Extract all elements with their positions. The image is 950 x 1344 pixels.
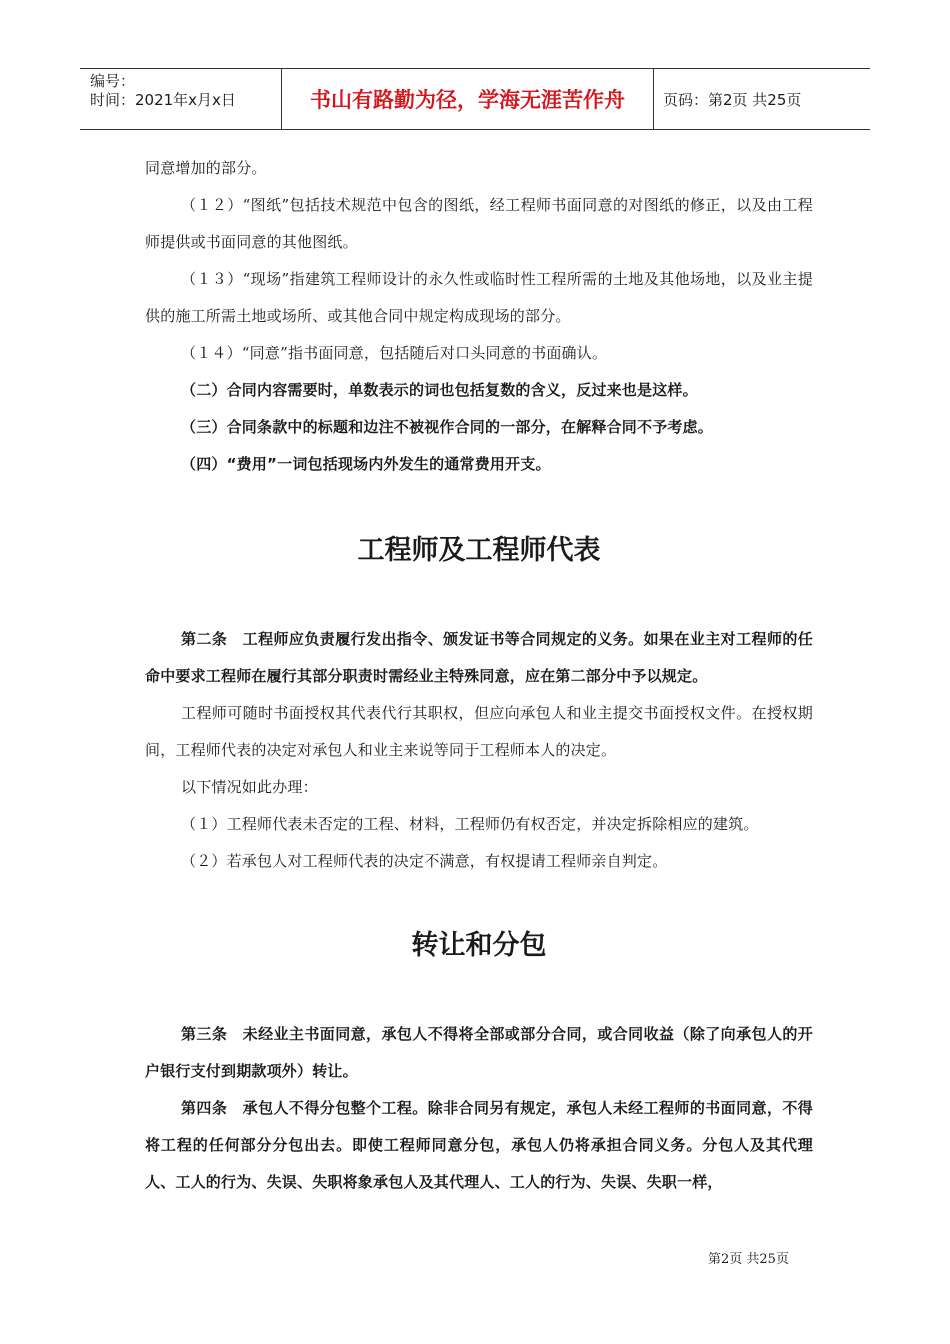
time-label: 时间：2021年x月x日 — [90, 91, 236, 109]
paragraph: （２）若承包人对工程师代表的决定不满意，有权提请工程师亲自判定。 — [181, 852, 668, 870]
paragraph: （四）“费用”一词包括现场内外发生的通常费用开支。 — [181, 455, 551, 473]
number-label: 编号： — [90, 72, 136, 90]
paragraph: （１）工程师代表未否定的工程、材料，工程师仍有权否定，并决定拆除相应的建筑。 — [181, 815, 759, 833]
paragraph: 同意增加的部分。 — [145, 159, 267, 177]
header-page-info: 页码：第2页 共25页 — [663, 90, 802, 109]
page-footer: 第2页 共25页 — [708, 1252, 789, 1267]
document-body — [145, 150, 813, 1201]
paragraph: （１３）“现场”指建筑工程师设计的永久性或临时性工程所需的土地及其他场地，以及业主提供的施工所需土地或场所、或其他合同中规定构成现场的部分。 — [145, 270, 813, 325]
article-paragraph: 第三条 未经业主书面同意，承包人不得将全部或部分合同，或合同收益（除了向承包人的开户银行支付到期款项外）转让。 — [145, 1025, 813, 1080]
paragraph: 以下情况如此办理： — [181, 778, 318, 796]
section-heading: 转让和分包 — [411, 930, 547, 961]
paragraph: （三）合同条款中的标题和边注不被视作合同的一部分，在解释合同不予考虑。 — [181, 418, 714, 436]
article-paragraph: 第四条 承包人不得分包整个工程。除非合同另有规定，承包人未经工程师的书面同意，不得将工程的任何部分分包出去。即使工程师同意分包，承包人仍将承担合同义务。分包人及其代理人、工人的行为、失误、失职将象承包人及其代理人、工人的行为、失误、失职一样， — [145, 1099, 813, 1191]
page-header — [80, 68, 870, 130]
paragraph: （二）合同内容需要时，单数表示的词也包括复数的含义，反过来也是这样。 — [181, 381, 698, 399]
section-heading: 工程师及工程师代表 — [357, 535, 601, 566]
paragraph: 工程师可随时书面授权其代表代行其职权，但应向承包人和业主提交书面授权文件。在授权期间，工程师代表的决定对承包人和业主来说等同于工程师本人的决定。 — [145, 704, 813, 759]
paragraph: （１４）“同意”指书面同意，包括随后对口头同意的书面确认。 — [181, 344, 608, 362]
paragraph: （１２）“图纸”包括技术规范中包含的图纸，经工程师书面同意的对图纸的修正，以及由工程师提供或书面同意的其他图纸。 — [145, 196, 813, 251]
article-paragraph: 第二条 工程师应负责履行发出指令、颁发证书等合同规定的义务。如果在业主对工程师的任命中要求工程师在履行其部分职责时需经业主特殊同意，应在第二部分中予以规定。 — [145, 630, 813, 685]
header-motto: 书山有路勤为径，学海无涯苦作舟 — [282, 69, 654, 129]
header-meta — [80, 69, 282, 129]
